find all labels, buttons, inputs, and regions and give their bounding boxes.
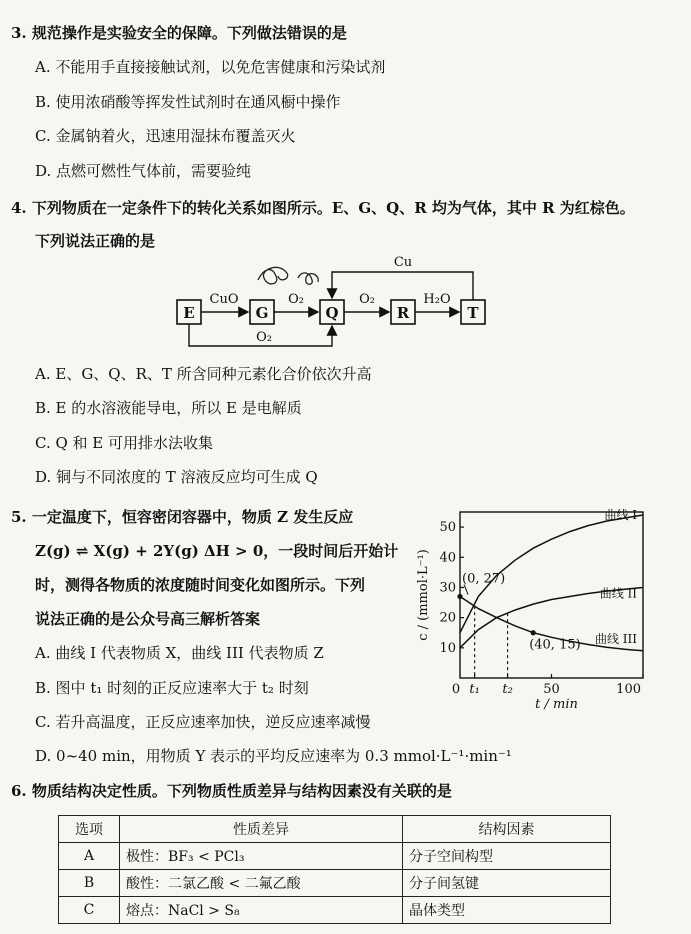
q4-stem-line1: 4. 下列物质在一定条件下的转化关系如图所示。E、G、Q、R 均为气体，其中 R 为红棕色。 [11,199,635,217]
q5-stem-line4: 说法正确的是公众号高三解析答案 [35,610,261,628]
node-t-label: T [467,304,479,322]
node-t [461,300,485,324]
q5-option-c: C. 若升高温度，正反应速率加快，逆反应速率减慢 [35,713,371,731]
q4-option-a: A. E、G、Q、R、T 所含同种元素化合价依次升高 [35,365,372,383]
q3-option-a: A. 不能用手直接接触试剂，以免危害健康和污染试剂 [35,58,386,76]
x-tick-label: 50 [543,682,560,697]
arrow-t-q [332,272,473,300]
q6-table-header [59,816,611,843]
annotation-point-2 [531,630,536,635]
label-h2o: H₂O [423,292,451,307]
series-label-1: 曲线 I [604,508,637,523]
q6-table [58,815,611,924]
q5-option-d: D. 0~40 min，用物质 Y 表示的平均反应速率为 0.3 mmol·L⁻¹·min⁻¹ [35,747,512,765]
q5-concentration-chart [415,500,665,710]
label-o2-qr: O₂ [359,292,375,307]
node-e [177,300,201,324]
label-cuo: CuO [209,292,239,307]
y-tick-label: 40 [439,550,456,566]
y-axis-label: c / (mmol·L⁻¹) [416,549,431,641]
y-tick-label: 30 [439,580,456,596]
node-g [250,300,274,324]
table-row [59,843,611,870]
x-tick-label: 0 [451,682,461,697]
table-row [59,897,611,924]
q5-stem-line3: 时，测得各物质的浓度随时间变化如图所示。下列 [35,576,366,594]
x-tick-label: t₂ [502,682,513,697]
label-cu: Cu [393,255,413,270]
annotation-label-1: (0, 27) [462,571,506,587]
q5-option-b: B. 图中 t₁ 时刻的正反应速率大于 t₂ 时刻 [35,679,309,697]
x-axis-label: t / min [535,697,578,710]
q6-header-property: 性质差异 [120,816,403,843]
series-label-2: 曲线 II [599,586,637,601]
table-row [59,870,611,897]
scribble-mark [258,267,318,284]
y-tick-label: 10 [439,640,456,656]
y-tick-label: 20 [439,610,456,626]
q4-option-d: D. 铜与不同浓度的 T 溶液反应均可生成 Q [35,468,318,486]
annotation-label-2: (40, 15) [529,637,581,653]
q6-row-b-option: B [59,870,120,897]
q5-stem-line1: 5. 一定温度下，恒容密闭容器中，物质 Z 发生反应 [11,508,354,526]
node-e-label: E [183,304,195,322]
q6-header-structure: 结构因素 [403,816,611,843]
series-label-3: 曲线 III [594,631,637,646]
label-o2-gq: O₂ [288,292,304,307]
q4-option-b: B. E 的水溶液能导电，所以 E 是电解质 [35,399,302,417]
x-tick-label: 100 [616,682,641,697]
annotation-point-1 [457,594,462,599]
node-q [320,300,344,324]
q6-row-b-property: 酸性：二氯乙酸 < 二氟乙酸 [120,870,403,897]
q6-row-a-property: 极性：BF₃ < PCl₃ [120,843,403,870]
q3-option-c: C. 金属钠着火，迅速用湿抹布覆盖灭火 [35,127,296,145]
q3-stem: 3. 规范操作是实验安全的保障。下列做法错误的是 [11,24,347,42]
q5-option-a: A. 曲线 I 代表物质 X，曲线 III 代表物质 Z [35,644,324,662]
q6-stem: 6. 物质结构决定性质。下列物质性质差异与结构因素没有关联的是 [11,782,452,800]
q4-conversion-diagram [160,248,500,358]
q3-option-d: D. 点燃可燃性气体前，需要验纯 [35,162,252,180]
q4-stem-line2: 下列说法正确的是 [35,232,156,250]
label-o2-eq: O₂ [256,330,272,345]
q6-row-c-structure: 晶体类型 [403,897,611,924]
q5-stem-line2: Z(g) ⇌ X(g) + 2Y(g) ΔH > 0，一段时间后开始计 [35,542,399,560]
q6-row-c-property: 熔点：NaCl > S₈ [120,897,403,924]
x-tick-label: t₁ [469,682,480,697]
q6-row-a-structure: 分子空间构型 [403,843,611,870]
node-r-label: R [396,304,410,322]
node-q-label: Q [325,304,339,322]
y-tick-label: 50 [439,520,456,536]
q3-option-b: B. 使用浓硝酸等挥发性试剂时在通风橱中操作 [35,93,341,111]
q6-row-a-option: A [59,843,120,870]
node-r [391,300,415,324]
q6-row-c-option: C [59,897,120,924]
q4-option-c: C. Q 和 E 可用排水法收集 [35,434,214,452]
node-g-label: G [255,304,269,322]
q6-row-b-structure: 分子间氢键 [403,870,611,897]
q6-header-option: 选项 [59,816,120,843]
